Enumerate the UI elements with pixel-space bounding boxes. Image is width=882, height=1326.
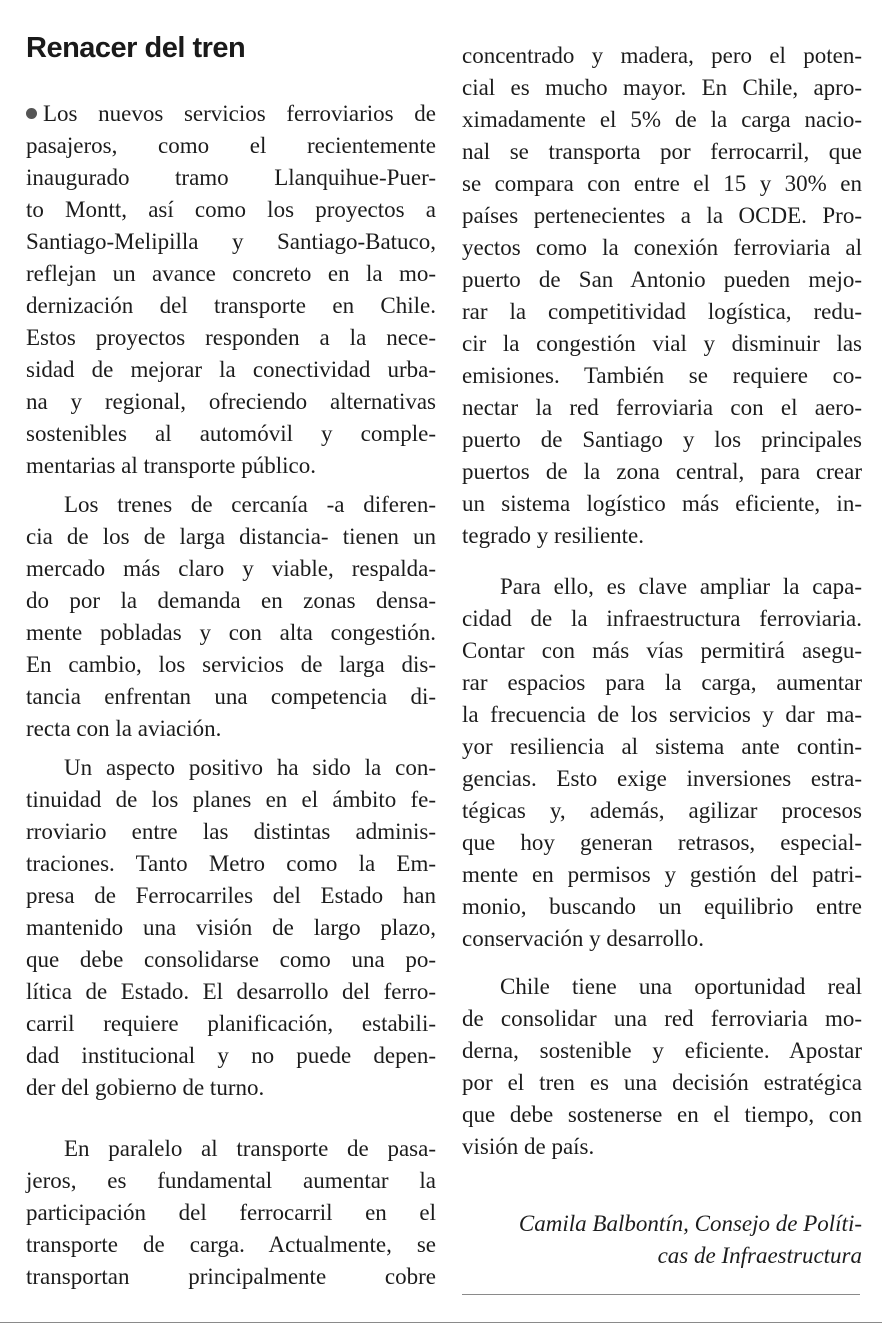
article-title: Renacer del tren [26, 32, 246, 64]
text-line: tinuidad de los planes en el ámbito fe- [26, 787, 436, 812]
text-line: Los trenes de cercanía -a diferen- [64, 492, 436, 517]
text-line: puertos de la zona central, para crear [462, 459, 862, 484]
text-line: Para ello, es clave ampliar la capa- [500, 574, 862, 599]
text-line: En cambio, los servicios de larga dis- [26, 652, 436, 677]
text-line: que hoy generan retrasos, especial- [462, 830, 862, 855]
bullet-icon [26, 108, 43, 127]
text-line: yor resiliencia al sistema ante contin- [462, 734, 862, 759]
text-line: reflejan un avance concreto en la mo- [26, 261, 436, 286]
text-line: países pertenecientes a la OCDE. Pro- [462, 203, 862, 228]
text-line: que debe consolidarse como una po- [26, 947, 436, 972]
text-line: mentarias al transporte público. [26, 453, 316, 478]
text-line: traciones. Tanto Metro como la Em- [26, 851, 436, 876]
text-line: nal se transporta por ferrocarril, que [462, 139, 862, 164]
text-line: tancia enfrentan una competencia di- [26, 684, 436, 709]
text-line: dernización del transporte en Chile. [26, 293, 436, 318]
text-line: presa de Ferrocarriles del Estado han [26, 883, 436, 908]
text-line: sidad de mejorar la conectividad urba- [26, 357, 436, 382]
text-line: gencias. Esto exige inversiones estra- [462, 766, 862, 791]
text-line: do por la demanda en zonas densa- [26, 588, 436, 613]
text-line: un sistema logístico más eficiente, in- [462, 491, 862, 516]
text-line: der del gobierno de turno. [26, 1075, 265, 1100]
text-line: tégicas y, además, agilizar procesos [462, 798, 862, 823]
text-line: participación del ferrocarril en el [26, 1200, 436, 1225]
text-line: Estos proyectos responden a la nece- [26, 325, 436, 350]
text-line: concentrado y madera, pero el poten- [462, 43, 862, 68]
text-line: transportan principalmente cobre [26, 1264, 436, 1289]
text-line: derna, sostenible y eficiente. Apostar [462, 1038, 862, 1063]
text-line: Contar con más vías permitirá asegu- [462, 638, 862, 663]
text-line: nectar la red ferroviaria con el aero- [462, 395, 862, 420]
text-line: mantenido una visión de largo plazo, [26, 915, 436, 940]
text-line: que debe sostenerse en el tiempo, con [462, 1102, 862, 1127]
text-line: jeros, es fundamental aumentar la [26, 1168, 436, 1193]
text-line: transporte de carga. Actualmente, se [26, 1232, 436, 1257]
text-line: rar la competitividad logística, redu- [462, 299, 862, 324]
text-line: emisiones. También se requiere co- [462, 363, 862, 388]
author-signature: Camila Balbontín, Consejo de Políti- [518, 1211, 862, 1236]
text-line: sostenibles al automóvil y comple- [26, 421, 436, 446]
text-line: se compara con entre el 15 y 30% en [462, 171, 862, 196]
text-line: yectos como la conexión ferroviaria al [462, 235, 862, 260]
text-line: inaugurado tramo Llanquihue-Puer- [26, 165, 436, 190]
text-line: tegrado y resiliente. [462, 523, 645, 548]
text-line: por el tren es una decisión estratégica [462, 1070, 862, 1095]
page-bottom-divider [0, 1322, 882, 1323]
text-line: recta con la aviación. [26, 716, 222, 741]
text-line: mente en permisos y gestión del patri- [462, 862, 862, 887]
text-line: Chile tiene una oportunidad real [500, 974, 862, 999]
text-line: mercado más claro y viable, respalda- [26, 556, 436, 581]
text-line: conservación y desarrollo. [462, 926, 705, 951]
text-line: cir la congestión vial y disminuir las [462, 331, 862, 356]
text-line: cia de los de larga distancia- tienen un [26, 524, 436, 549]
signature-divider [462, 1294, 860, 1295]
text-line: monio, buscando un equilibrio entre [462, 894, 862, 919]
text-line: visión de país. [462, 1134, 595, 1159]
text-line: Santiago-Melipilla y Santiago-Batuco, [26, 229, 436, 254]
text-line: Los nuevos servicios ferroviarios de [43, 101, 436, 126]
text-line: puerto de Santiago y los principales [462, 427, 862, 452]
text-line: na y regional, ofreciendo alternativas [26, 389, 436, 414]
text-line: la frecuencia de los servicios y dar ma- [462, 702, 862, 727]
text-line: lítica de Estado. El desarrollo del ferro- [26, 979, 436, 1004]
text-line: mente pobladas y con alta congestión. [26, 620, 436, 645]
text-line: rroviario entre las distintas adminis- [26, 819, 436, 844]
text-line: rar espacios para la carga, aumentar [462, 670, 862, 695]
text-line: dad institucional y no puede depen- [26, 1043, 436, 1068]
text-line: pasajeros, como el recientemente [26, 133, 436, 158]
text-line: En paralelo al transporte de pasa- [64, 1136, 436, 1161]
text-line: carril requiere planificación, estabili- [26, 1011, 436, 1036]
text-line: cidad de la infraestructura ferroviaria. [462, 606, 862, 631]
author-affiliation: cas de Infraestructura [657, 1243, 862, 1268]
text-line: Un aspecto positivo ha sido la con- [64, 755, 436, 780]
text-line: to Montt, así como los proyectos a [26, 197, 436, 222]
text-line: ximadamente el 5% de la carga nacio- [462, 107, 862, 132]
text-line: puerto de San Antonio pueden mejo- [462, 267, 862, 292]
text-line: cial es mucho mayor. En Chile, apro- [462, 75, 862, 100]
text-line: de consolidar una red ferroviaria mo- [462, 1006, 862, 1031]
